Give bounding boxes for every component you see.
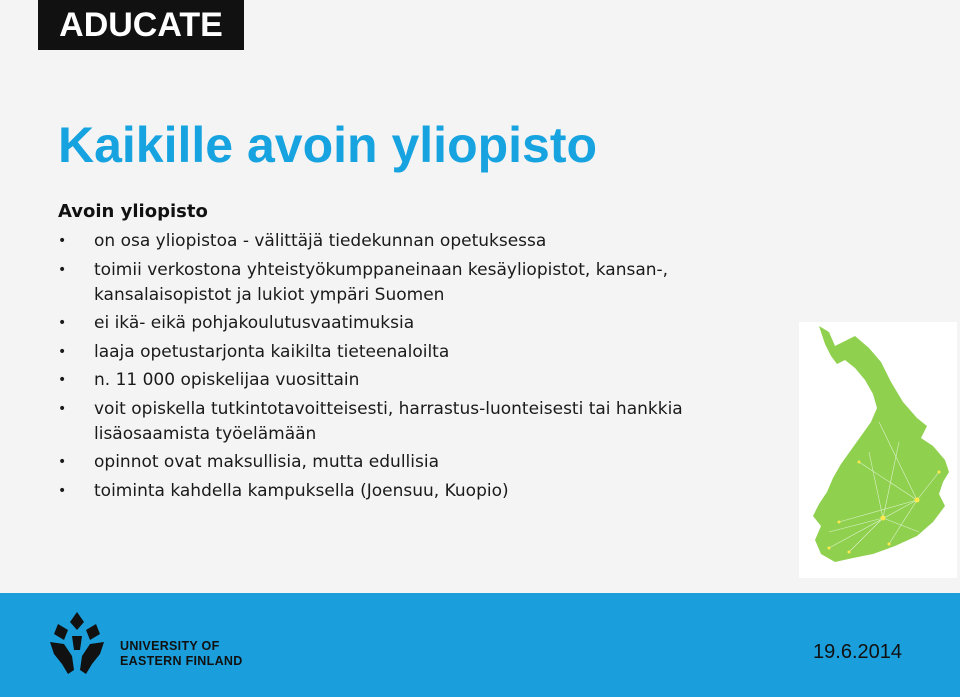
finland-map-icon: [799, 322, 957, 578]
bullet-item: [58, 311, 778, 336]
bullet-item: [58, 450, 778, 475]
bullet-dot: •: [58, 372, 67, 388]
bullet-item: [58, 229, 778, 254]
bullet-dot: •: [58, 343, 67, 360]
bullet-list: [58, 229, 778, 507]
bullet-text: opinnot ovat maksullisia, mutta edullisia: [94, 452, 439, 472]
bullet-dot: •: [58, 482, 67, 499]
bullet-dot: •: [58, 454, 67, 470]
bullet-item: [58, 340, 778, 365]
footer-bar: [0, 593, 960, 697]
bullet-text: laaja opetustarjonta kaikilta tieteenaloilta: [94, 341, 450, 362]
university-name-line2: EASTERN FINLAND: [120, 654, 243, 668]
university-name: [120, 639, 243, 669]
bullet-text: voit opiskella tutkintotavoitteisesti, harrastus-luonteisesti tai hankkia lisäosaamista työelämään: [94, 398, 683, 444]
bullet-item: [58, 479, 778, 504]
slide-subheading: Avoin yliopisto: [58, 201, 208, 222]
university-name-line1: UNIVERSITY OF: [120, 639, 220, 653]
bullet-item: [58, 258, 778, 308]
bullet-item: [58, 397, 778, 447]
bullet-text: on osa yliopistoa - välittäjä tiedekunnan opetuksessa: [94, 231, 547, 251]
slide-date: 19.6.2014: [813, 641, 902, 663]
bullet-dot: •: [58, 233, 67, 249]
bullet-dot: •: [58, 400, 67, 417]
uef-logo-icon: [46, 610, 108, 678]
aducate-badge: [38, 0, 244, 50]
badge-text: ADUCATE: [59, 5, 223, 44]
bullet-text: n. 11 000 opiskelijaa vuosittain: [94, 370, 360, 390]
bullet-text: ei ikä- eikä pohjakoulutusvaatimuksia: [94, 313, 415, 333]
bullet-dot: •: [58, 315, 67, 331]
bullet-dot: •: [58, 261, 67, 278]
bullet-text: toiminta kahdella kampuksella (Joensuu, Kuopio): [94, 480, 509, 501]
slide-title: Kaikille avoin yliopisto: [58, 117, 598, 173]
bullet-item: [58, 368, 778, 393]
bullet-text: toimii verkostona yhteistyökumppaneinaan kesäyliopistot, kansan-, kansalaisopistot ja lukiot ympäri Suomen: [94, 259, 669, 305]
